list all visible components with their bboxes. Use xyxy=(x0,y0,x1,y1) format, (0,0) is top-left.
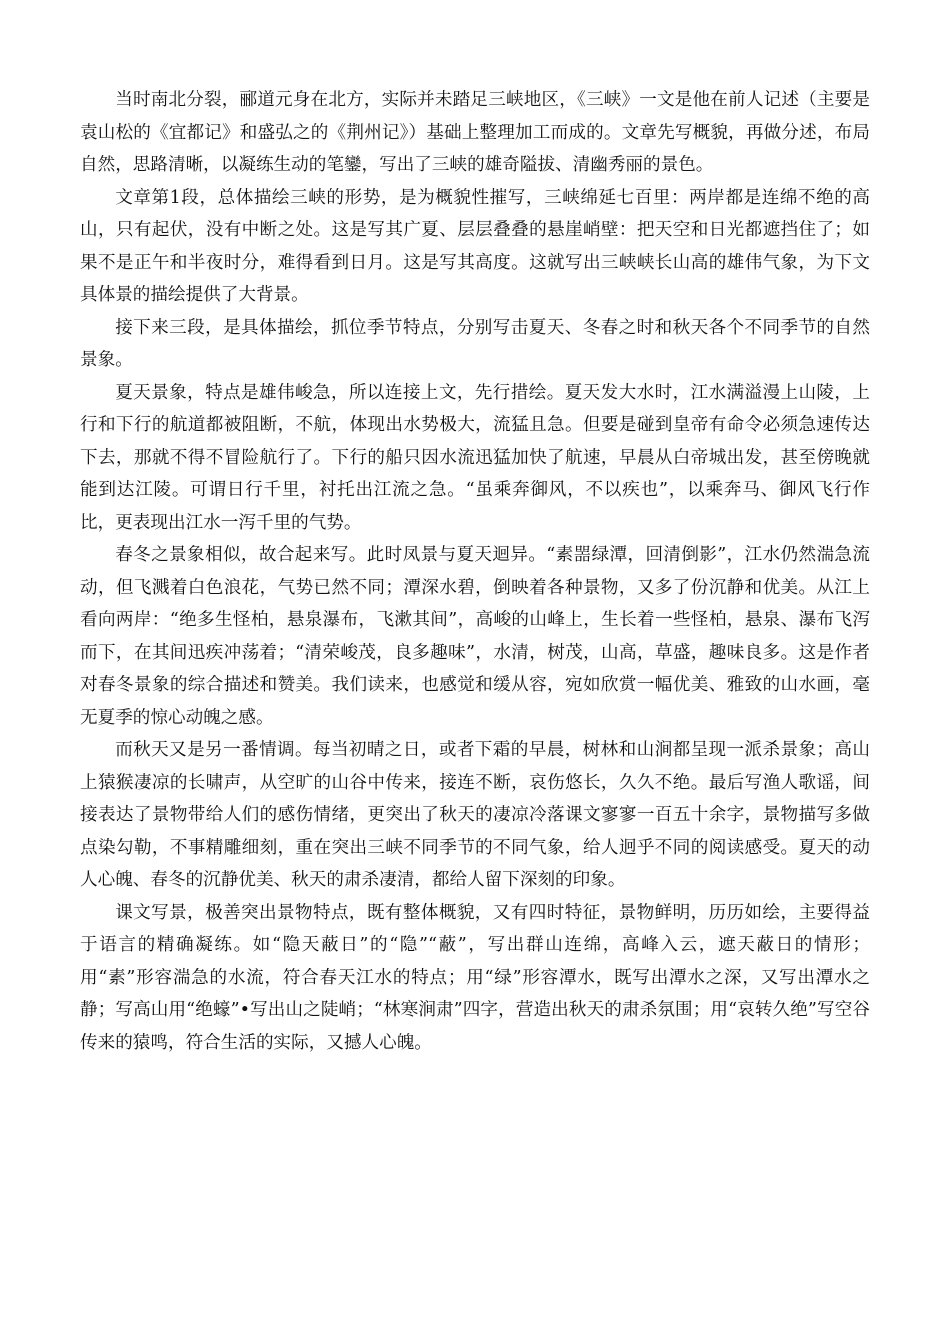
paragraph-2: 文章第1段，总体描绘三峡的形势，是为概貌性摧写，三峡绵延七百里：两岸都是连绵不绝的高山，只有起伏，没有中断之处。这是写其广夏、层层叠叠的悬崖峭壁：把天空和日光都遮挡住了；如果不是正午和半夜时分，难得看到日月。这是写其高度。这就写出三峡峡长山高的雄伟气象，为下文具体景的描绘提供了大背景。 xyxy=(80,187,870,305)
paragraph-6: 而秋天又是另一番情调。每当初晴之日，或者下霜的早晨，树林和山涧都呈现一派杀景象；高山上猿猴凄凉的长啸声，从空旷的山谷中传来，接连不断，哀伤悠长，久久不绝。最后写渔人歌谣，间接表达了景物带给人们的感伤情绪，更突出了秋天的凄凉冷落课文寥寥一百五十余字，景物描写多做点染勾勒，不事精雕细刻，重在突出三峡不同季节的不同气象，给人迥乎不同的阅读感受。夏天的动人心魄、春冬的沉静优美、秋天的肃杀凄清，都给人留下深刻的印象。 xyxy=(80,740,870,890)
paragraph-5: 春冬之景象相似，故合起来写。此时凤景与夏天迴异。“素噐绿潭，回清倒影”，江水仍然湍急流动，但飞溅着白色浪花，气势已然不同；潭深水碧，倒映着各种景物，又多了份沉静和优美。从江上看向两岸：“绝多生怪柏，悬泉瀑布，飞漱其间”，高峻的山峰上，生长着一些怪柏，悬泉、瀑布飞泻而下，在其间迅疾冲荡着；“清荣峻茂，良多趣味”，水清，树茂，山高，草盛，趣味良多。这是作者对春冬景象的综合描述和赞美。我们读来，也感觉和缓从容，宛如欣赏一幅优美、雅致的山水画，毫无夏季的惊心动魄之感。 xyxy=(80,545,870,728)
paragraph-1: 当时南北分裂，郦道元身在北方，实际并未踏足三峡地区，《三峡》一文是他在前人记述（主要是袁山松的《宜都记》和盛弘之的《荆州记》）基础上整理加工而成的。文章先写概貌，再做分述，布局自然，思路清晰，以凝练生动的笔鑾，写出了三峡的雄奇隘拔、清幽秀丽的景色。 xyxy=(80,90,870,175)
article-body xyxy=(80,84,870,1059)
paragraph-7: 课文写景，极善突出景物特点，既有整体概貌，又有四时特征，景物鲜明，历历如绘，主要得益于语言的精确凝练。如“隐天蔽日”的“隐”“蔽”，写出群山连绵，高峰入云，遮天蔽日的情形；用“素”形容湍急的水流，符合春天江水的特点；用“绿”形容潭水，既写出潭水之深，又写出潭水之静；写高山用“绝蠔”•写出山之陡峭；“林寒涧肃”四字，营造出秋天的肃杀氛围；用“哀转久绝”写空谷传来的猿鸣，符合生活的实际，又撼人心魄。 xyxy=(80,902,870,1053)
paragraph-3: 接下来三段，是具体描绘，抓位季节特点，分别写击夏天、冬春之时和秋天各个不同季节的自然景象。 xyxy=(80,317,870,370)
paragraph-4: 夏天景象，特点是雄伟峻急，所以连接上文，先行措绘。夏天发大水时，江水满溢漫上山陵，上行和下行的航道都被阻断，不航，体现出水势极大，流猛且急。但要是碰到皇帝有命令必须急速传达下去，那就不得不冒险航行了。下行的船只因水流迅猛加快了航速，早晨从白帝城出发，甚至傍晚就能到达江陵。可谓日行千里，衬托出江流之急。“虽乘奔御风，不以疾也”，以乘奔马、御风飞行作比，更表现出江水一泻千里的气势。 xyxy=(80,382,870,533)
